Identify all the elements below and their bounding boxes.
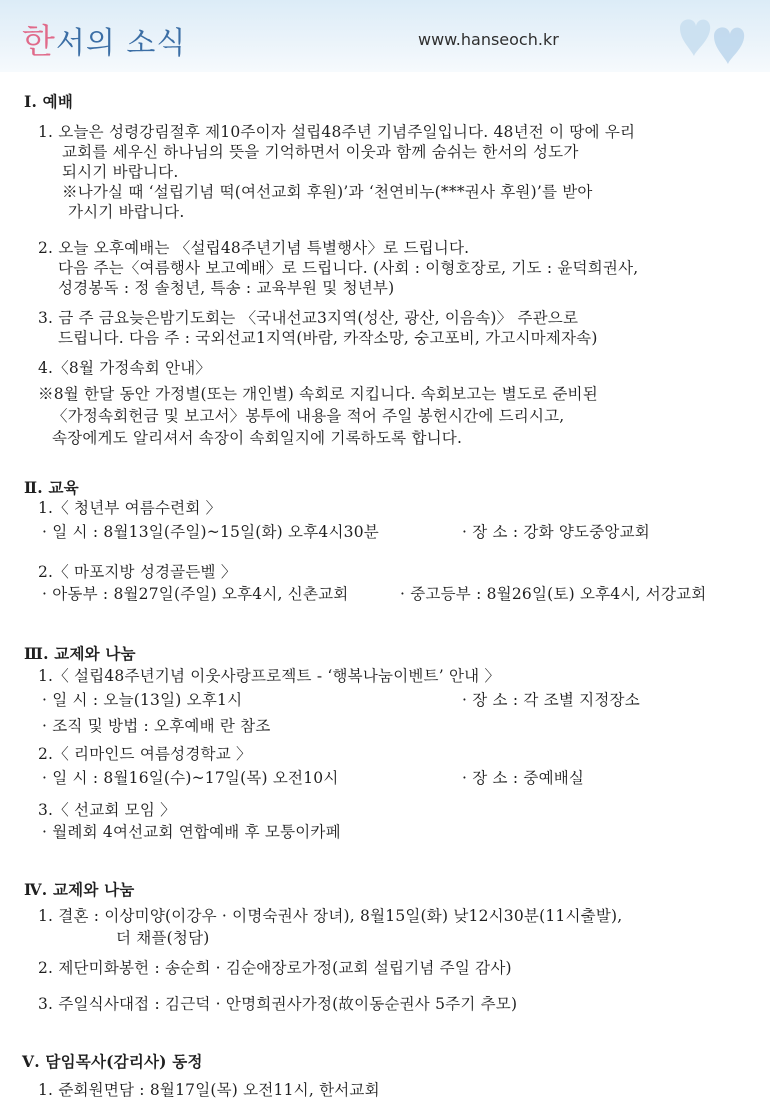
website-url[interactable]: www.hanseoch.kr [418, 30, 559, 49]
section-title-fellowship: Ⅲ. 교제와 나눔 [24, 644, 136, 663]
fellowship-item-1-method: · 조직 및 방법 : 오후예배 란 참조 [42, 717, 271, 735]
worship-item-2-line-1: 2. 오늘 오후예배는 〈설립48주년기념 특별행사〉로 드립니다. [38, 239, 470, 257]
worship-item-4-line-2: ※8월 한달 동안 가정별(또는 개인별) 속회로 지킵니다. 속회보고는 별도로 준비된 [38, 385, 598, 403]
fellowship-item-2-title: 2.〈 리마인드 여름성경학교 〉 [38, 745, 252, 763]
education-item-1-title: 1.〈 청년부 여름수련회 〉 [38, 499, 222, 517]
education-item-2-youth: · 중고등부 : 8월26일(토) 오후4시, 서강교회 [400, 585, 707, 603]
worship-item-3-line-2: 드립니다. 다음 주 : 국외선교1지역(바람, 카작소망, 숭고포비, 가고시마제자속) [58, 329, 598, 347]
fellowship-item-2-date: · 일 시 : 8월16일(수)~17일(목) 오전10시 [42, 769, 339, 787]
education-item-1-place: · 장 소 : 강화 양도중앙교회 [462, 523, 650, 541]
fellowship-item-1-place: · 장 소 : 각 조별 지정장소 [462, 691, 640, 709]
section-title-pastor: Ⅴ. 담임목사(감리사) 동정 [22, 1052, 203, 1071]
fellowship-item-1-title: 1.〈 설립48주년기념 이웃사랑프로젝트 - ‘행복나눔이벤트’ 안내 〉 [38, 667, 501, 685]
news-item-1-line-1: 1. 결혼 : 이상미양(이강우 · 이명숙권사 장녀), 8월15일(화) 낮12시30분(11시출발), [38, 907, 623, 925]
fellowship-item-1-date: · 일 시 : 오늘(13일) 오후1시 [42, 691, 243, 709]
worship-item-2-line-2: 다음 주는〈여름행사 보고예배〉로 드립니다. (사회 : 이형호장로, 기도 : 윤덕희권사, [58, 259, 639, 277]
worship-item-4-line-4: 속장에게도 알리셔서 속장이 속회일지에 기록하도록 합니다. [52, 429, 463, 447]
newsletter-title: 한서의 소식 [22, 22, 187, 62]
pastor-item-1: 1. 준회원면담 : 8월17일(목) 오전11시, 한서교회 [38, 1081, 380, 1099]
fellowship-item-3-title: 3.〈 선교회 모임 〉 [38, 801, 176, 819]
worship-item-1-line-3: 되시기 바랍니다. [62, 163, 179, 181]
news-item-3: 3. 주일식사대접 : 김근덕 · 안명희권사가정(故이동순권사 5주기 추모) [38, 995, 518, 1013]
news-item-1-line-2: 더 채플(청담) [116, 929, 210, 947]
worship-item-1-line-2: 교회를 세우신 하나님의 뜻을 기억하면서 이웃과 함께 숨쉬는 한서의 성도가 [62, 143, 579, 161]
fellowship-item-2-place: · 장 소 : 중예배실 [462, 769, 585, 787]
worship-item-1-line-5: 가시기 바랍니다. [68, 203, 185, 221]
worship-item-4-line-1: 4.〈8월 가정속회 안내〉 [38, 359, 212, 377]
section-title-worship: Ⅰ. 예배 [24, 92, 73, 111]
worship-item-1-line-1: 1. 오늘은 성령강림절후 제10주이자 설립48주년 기념주일입니다. 48년전 이 땅에 우리 [38, 123, 636, 141]
worship-item-3-line-1: 3. 금 주 금요늦은밤기도회는 〈국내선교3지역(성산, 광산, 이음속)〉 주관으로 [38, 309, 579, 327]
education-item-1-date: · 일 시 : 8월13일(주일)~15일(화) 오후4시30분 [42, 523, 379, 541]
section-title-education: Ⅱ. 교육 [24, 478, 79, 497]
section-title-fellowship-2: Ⅳ. 교제와 나눔 [24, 880, 135, 899]
worship-item-4-line-3: 〈가정속회헌금 및 보고서〉봉투에 내용을 적어 주일 봉헌시간에 드리시고, [52, 407, 565, 425]
worship-item-1-line-4: ※나가실 때 ‘설립기념 떡(여선교회 후원)’과 ‘천연비누(***권사 후원)’를 받아 [62, 183, 593, 201]
news-item-2: 2. 제단미화봉헌 : 송순희 · 김순애장로가정(교회 설립기념 주일 감사) [38, 959, 512, 977]
education-item-2-title: 2.〈 마포지방 성경골든벨 〉 [38, 563, 237, 581]
worship-item-2-line-3: 성경봉독 : 정 솔청년, 특송 : 교육부원 및 청년부) [58, 279, 395, 297]
education-item-2-children: · 아동부 : 8월27일(주일) 오후4시, 신촌교회 [42, 585, 349, 603]
fellowship-item-3-detail: · 월례회 4여선교회 연합예배 후 모퉁이카페 [42, 823, 341, 841]
